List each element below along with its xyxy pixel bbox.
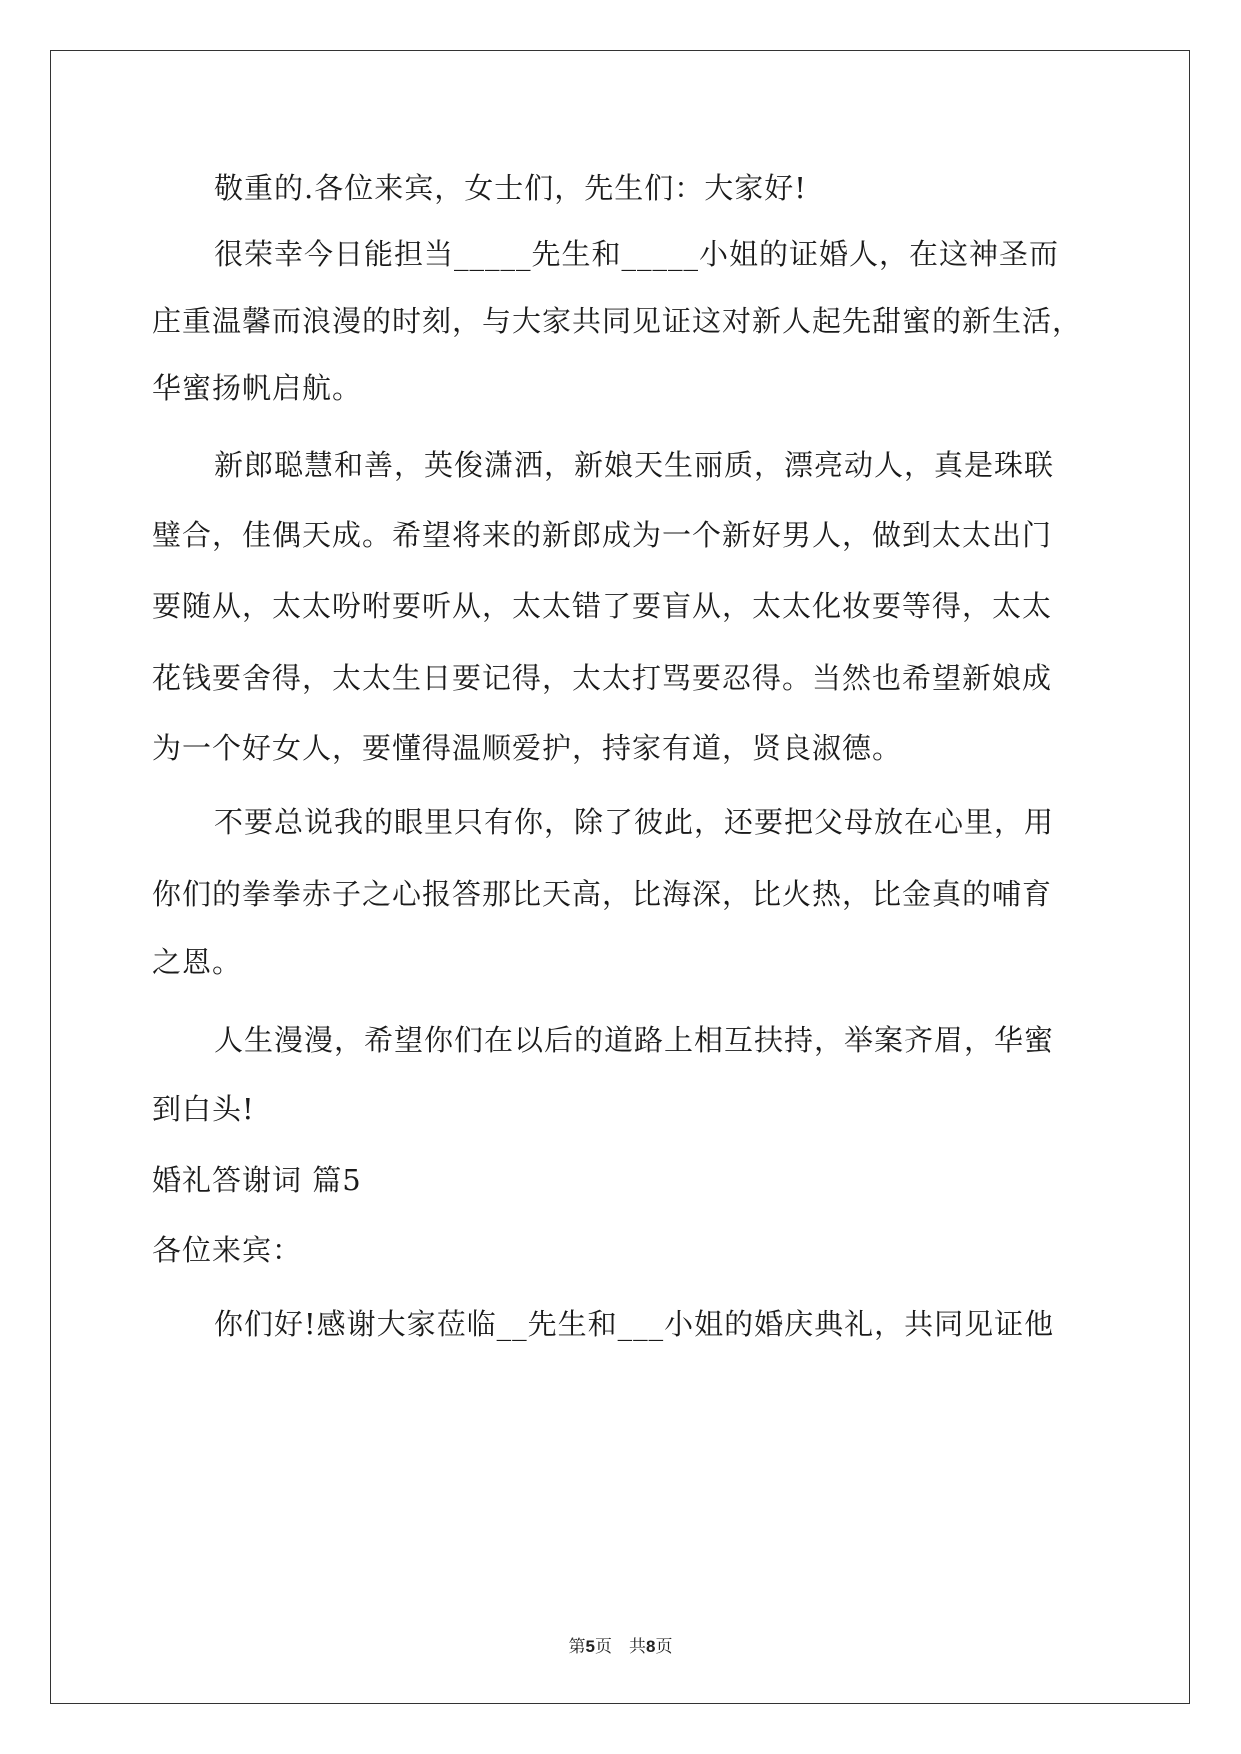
section-heading: 婚礼答谢词 篇5 bbox=[152, 1163, 362, 1197]
paragraph-line: 敬重的.各位来宾，女士们，先生们：大家好! bbox=[214, 171, 807, 205]
paragraph-line: 很荣幸今日能担当_____先生和_____小姐的证婚人，在这神圣而 bbox=[214, 237, 1060, 271]
paragraph-line: 璧合，佳偶天成。希望将来的新郎成为一个新好男人，做到太太出门 bbox=[152, 518, 1053, 552]
footer-prefix: 第 bbox=[568, 1637, 586, 1657]
total-pages-number: 8 bbox=[646, 1637, 656, 1656]
footer-suffix: 页 bbox=[655, 1637, 673, 1657]
paragraph-line: 不要总说我的眼里只有你，除了彼此，还要把父母放在心里，用 bbox=[214, 805, 1055, 839]
paragraph-line: 你们的拳拳赤子之心报答那比天高，比海深，比火热，比金真的哺育 bbox=[152, 877, 1053, 911]
paragraph-line: 华蜜扬帆启航。 bbox=[152, 371, 363, 405]
paragraph-line: 之恩。 bbox=[152, 945, 243, 979]
paragraph-line: 人生漫漫，希望你们在以后的道路上相互扶持，举案齐眉，华蜜 bbox=[214, 1023, 1055, 1057]
salutation: 各位来宾： bbox=[152, 1233, 303, 1267]
current-page-number: 5 bbox=[585, 1637, 595, 1656]
paragraph-line: 你们好!感谢大家莅临__先生和___小姐的婚庆典礼，共同见证他 bbox=[214, 1307, 1055, 1341]
page-footer bbox=[0, 1632, 1241, 1657]
paragraph-line: 花钱要舍得，太太生日要记得，太太打骂要忍得。当然也希望新娘成 bbox=[152, 661, 1053, 695]
paragraph-line: 为一个好女人，要懂得温顺爱护，持家有道，贤良淑德。 bbox=[152, 731, 903, 765]
paragraph-line: 新郎聪慧和善，英俊潇洒，新娘天生丽质，漂亮动人，真是珠联 bbox=[214, 448, 1055, 482]
footer-middle: 页 共 bbox=[595, 1637, 646, 1657]
paragraph-line: 庄重温馨而浪漫的时刻，与大家共同见证这对新人起先甜蜜的新生活， bbox=[152, 304, 1083, 338]
paragraph-line: 到白头! bbox=[152, 1092, 255, 1126]
paragraph-line: 要随从，太太吩咐要听从，太太错了要盲从，太太化妆要等得，太太 bbox=[152, 589, 1053, 623]
